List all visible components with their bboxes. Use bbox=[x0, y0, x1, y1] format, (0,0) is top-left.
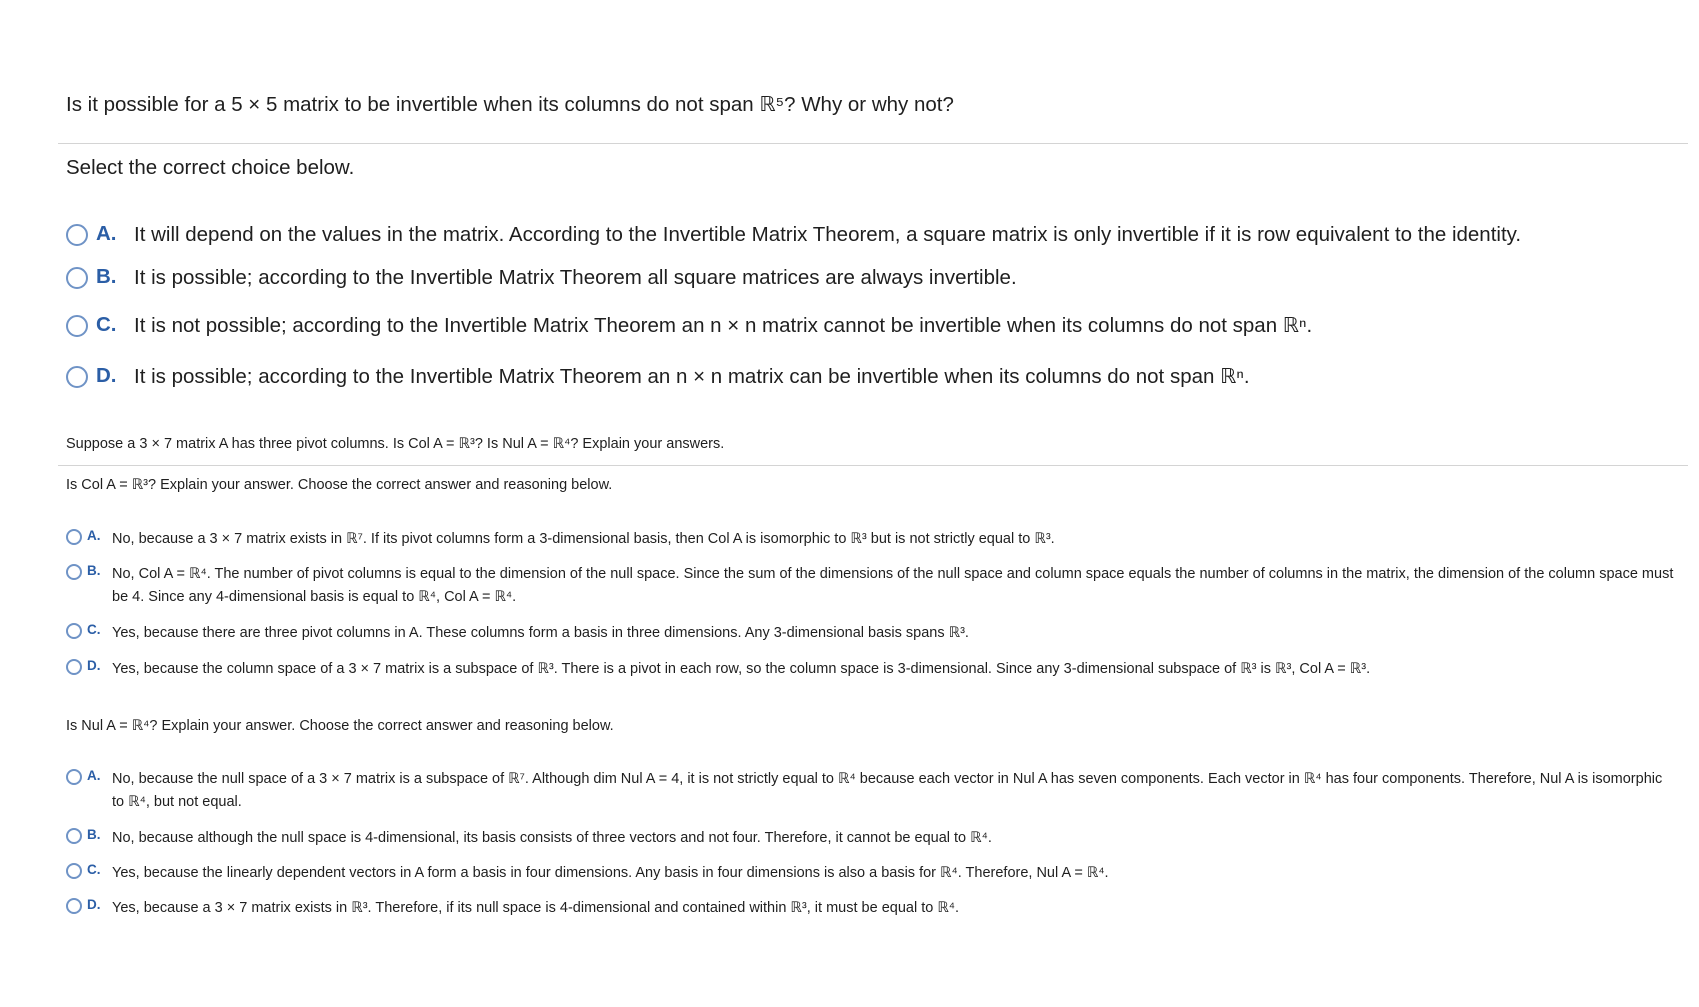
option-text: No, because a 3 × 7 matrix exists in ℝ⁷. If its pivot columns form a 3-dimensional basis, then Col A is isomorphic to ℝ³ but is not strictly equal to ℝ³. bbox=[112, 531, 1055, 547]
option-letter: D. bbox=[87, 658, 101, 673]
q2-part1-option-c[interactable] bbox=[66, 622, 1683, 645]
option-text: It will depend on the values in the matrix. According to the Invertible Matrix Theorem, a square matrix is only invertible if it is row equivalent to the identity. bbox=[134, 223, 1522, 246]
option-text: It is possible; according to the Invertible Matrix Theorem an n × n matrix can be invertible when its columns do not span ℝⁿ. bbox=[134, 365, 1250, 388]
question-1-prompt: Is it possible for a 5 × 5 matrix to be invertible when its columns do not span ℝ⁵? Why or why not? bbox=[66, 93, 954, 116]
radio-button[interactable] bbox=[66, 366, 88, 388]
option-letter: D. bbox=[87, 897, 101, 912]
radio-button[interactable] bbox=[66, 623, 82, 639]
q1-option-d[interactable] bbox=[66, 364, 1683, 390]
divider bbox=[58, 465, 1688, 466]
q2-part2-option-a[interactable] bbox=[66, 768, 1683, 814]
radio-button[interactable] bbox=[66, 769, 82, 785]
radio-button[interactable] bbox=[66, 898, 82, 914]
radio-button[interactable] bbox=[66, 267, 88, 289]
option-text: Yes, because the linearly dependent vectors in A form a basis in four dimensions. Any basis in four dimensions is also a basis for ℝ⁴. Therefore, Nul A = ℝ⁴. bbox=[112, 865, 1109, 881]
option-text: Yes, because there are three pivot columns in A. These columns form a basis in three dimensions. Any 3-dimensional basis spans ℝ³. bbox=[112, 625, 969, 641]
radio-button[interactable] bbox=[66, 315, 88, 337]
q1-option-c[interactable] bbox=[66, 313, 1683, 339]
part-2-instruction: Is Nul A = ℝ⁴? Explain your answer. Choose the correct answer and reasoning below. bbox=[66, 718, 614, 734]
option-letter: B. bbox=[96, 265, 117, 288]
option-text: No, because although the null space is 4-dimensional, its basis consists of three vectors and not four. Therefore, it cannot be equal to ℝ⁴. bbox=[112, 830, 992, 846]
q2-part1-option-a[interactable] bbox=[66, 528, 1683, 551]
q2-part2-option-c[interactable] bbox=[66, 862, 1683, 885]
option-text: It is possible; according to the Invertible Matrix Theorem all square matrices are always invertible. bbox=[134, 266, 1017, 289]
question-1-instruction: Select the correct choice below. bbox=[66, 156, 355, 179]
option-letter: D. bbox=[96, 364, 117, 387]
radio-button[interactable] bbox=[66, 529, 82, 545]
option-text: No, because the null space of a 3 × 7 matrix is a subspace of ℝ⁷. Although dim Nul A = 4, it is not strictly equal to ℝ⁴ because each vector in Nul A has seven components. Each vector in ℝ⁴ has four components. Therefore, Nul A is isomorphic to ℝ⁴, but not equal. bbox=[112, 771, 1663, 810]
radio-button[interactable] bbox=[66, 863, 82, 879]
option-letter: B. bbox=[87, 563, 101, 578]
question-2-prompt: Suppose a 3 × 7 matrix A has three pivot columns. Is Col A = ℝ³? Is Nul A = ℝ⁴? Explain your answers. bbox=[66, 436, 725, 452]
option-letter: B. bbox=[87, 827, 101, 842]
radio-button[interactable] bbox=[66, 224, 88, 246]
option-text: No, Col A = ℝ⁴. The number of pivot columns is equal to the dimension of the null space. Since the sum of the dimensions of the null space and column space equals the number of columns in the matrix, the dimension of the column space must be 4. Since any 4-dimensional basis is equal to ℝ⁴, Col A = ℝ⁴. bbox=[112, 566, 1674, 605]
radio-button[interactable] bbox=[66, 828, 82, 844]
option-text: Yes, because the column space of a 3 × 7 matrix is a subspace of ℝ³. There is a pivot in each row, so the column space is 3-dimensional. Since any 3-dimensional subspace of ℝ³ is ℝ³, Col A = ℝ³. bbox=[112, 661, 1371, 677]
option-text: Yes, because a 3 × 7 matrix exists in ℝ³. Therefore, if its null space is 4-dimensional and contained within ℝ³, it must be equal to ℝ⁴. bbox=[112, 900, 960, 916]
radio-button[interactable] bbox=[66, 659, 82, 675]
part-1-instruction: Is Col A = ℝ³? Explain your answer. Choose the correct answer and reasoning below. bbox=[66, 477, 613, 493]
option-letter: A. bbox=[87, 528, 101, 543]
q2-part2-option-d[interactable] bbox=[66, 897, 1683, 920]
q1-option-b[interactable] bbox=[66, 265, 1683, 291]
option-letter: C. bbox=[87, 862, 101, 877]
q2-part1-option-d[interactable] bbox=[66, 658, 1683, 681]
option-letter: C. bbox=[96, 313, 117, 336]
option-letter: A. bbox=[96, 222, 117, 245]
divider bbox=[58, 143, 1688, 144]
q2-part2-option-b[interactable] bbox=[66, 827, 1683, 850]
option-text: It is not possible; according to the Invertible Matrix Theorem an n × n matrix cannot be invertible when its columns do not span ℝⁿ. bbox=[134, 314, 1313, 337]
option-letter: C. bbox=[87, 622, 101, 637]
q2-part1-option-b[interactable] bbox=[66, 563, 1683, 609]
radio-button[interactable] bbox=[66, 564, 82, 580]
q1-option-a[interactable] bbox=[66, 222, 1683, 248]
option-letter: A. bbox=[87, 768, 101, 783]
